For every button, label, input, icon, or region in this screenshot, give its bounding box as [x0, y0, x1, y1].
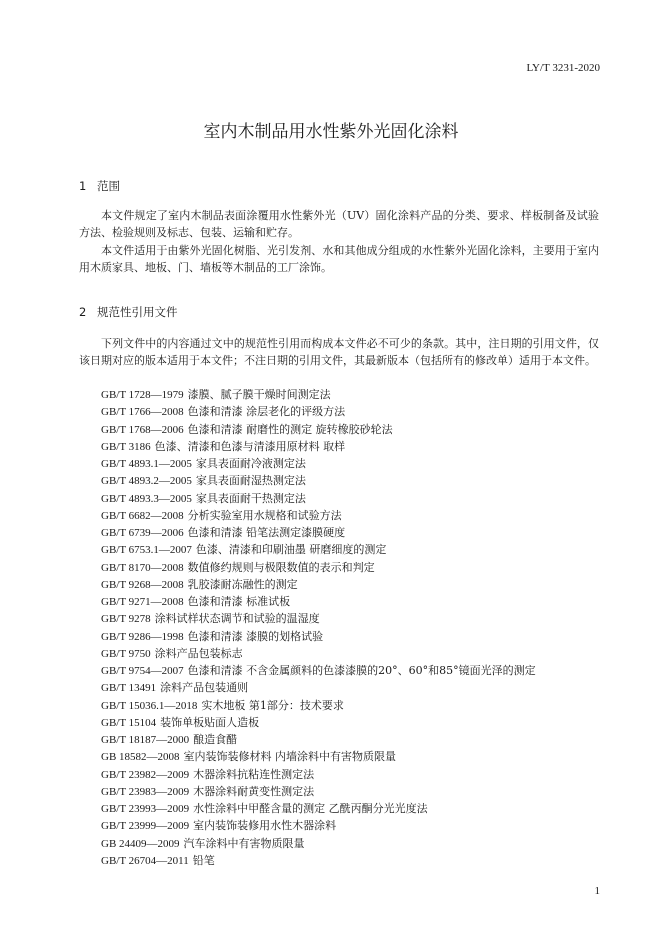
reference-item: [101, 852, 536, 869]
reference-code: GB/T 23993—2009: [101, 803, 190, 815]
reference-title: 漆膜、腻子膜干燥时间测定法: [187, 388, 331, 401]
reference-title: 数值修约规则与极限数值的表示和判定: [187, 560, 375, 574]
reference-title: 实木地板 第1部分：技术要求: [201, 698, 344, 712]
reference-title: 色漆和清漆 涂层老化的评级方法: [187, 405, 346, 419]
reference-item: [101, 593, 536, 610]
reference-code: GB/T 23983—2009: [101, 785, 190, 798]
reference-code: GB/T 6739—2006: [101, 527, 184, 539]
section-title: 规范性引用文件: [97, 305, 178, 319]
reference-item: [101, 766, 536, 783]
reference-item: [101, 576, 536, 593]
reference-item: [101, 403, 536, 420]
reference-code: GB/T 26704—2011: [101, 854, 189, 867]
reference-item: [101, 438, 536, 455]
reference-title: 涂料产品包装标志: [154, 646, 243, 660]
reference-title: 涂料产品包装通则: [160, 681, 249, 695]
reference-item: [101, 645, 536, 662]
section-1-heading: [79, 178, 120, 194]
reference-title: 色漆、清漆和印刷油墨 研磨细度的测定: [195, 543, 387, 557]
reference-item: [101, 628, 536, 645]
reference-item: [101, 524, 536, 541]
reference-item: [101, 731, 536, 748]
reference-item: [101, 783, 536, 800]
reference-title: 室内装饰装修材料 内墙涂料中有害物质限量: [183, 750, 397, 764]
reference-code: GB/T 8170—2008: [101, 561, 184, 574]
reference-title: 汽车涂料中有害物质限量: [183, 836, 305, 850]
reference-code: GB/T 9286—1998: [101, 630, 184, 643]
reference-item: [101, 472, 536, 489]
reference-code: GB/T 9754—2007: [101, 665, 184, 677]
reference-code: GB/T 4893.2—2005: [101, 475, 192, 488]
section-title: 范围: [97, 179, 120, 193]
reference-code: GB/T 3186: [101, 440, 151, 453]
page-number: 1: [594, 885, 600, 897]
reference-code: GB/T 13491: [101, 682, 157, 695]
scope-paragraph-2: 本文件适用于由紫外光固化树脂、光引发剂、水和其他成分组成的水性紫外光固化涂料，主要用于室内用木质家具、地板、门、墙板等木制品的工厂涂饰。: [79, 244, 599, 274]
section-2-heading: [79, 304, 178, 320]
reference-code: GB 18582—2008: [101, 751, 180, 764]
reference-title: 水性涂料中甲醛含量的测定 乙酰丙酮分光光度法: [193, 802, 428, 815]
reference-title: 分析实验室用水规格和试验方法: [187, 508, 342, 522]
reference-code: GB/T 9750: [101, 647, 151, 660]
reference-item: [101, 386, 536, 403]
reference-title: 色漆和清漆 标准试板: [187, 595, 291, 608]
reference-code: GB/T 4893.1—2005: [101, 458, 192, 470]
reference-code: GB/T 15104: [101, 716, 157, 729]
reference-item: [101, 455, 536, 472]
reference-code: GB 24409—2009: [101, 837, 180, 850]
reference-item: [101, 714, 536, 731]
reference-item: [101, 800, 536, 817]
reference-list: [101, 386, 536, 869]
reference-code: GB/T 15036.1—2018: [101, 699, 198, 712]
reference-title: 木器涂料耐黄变性测定法: [193, 784, 315, 798]
reference-title: 色漆、清漆和色漆与清漆用原材料 取样: [154, 439, 346, 453]
reference-title: 涂料试样状态调节和试验的温湿度: [154, 612, 320, 626]
reference-title: 家具表面耐冷液测定法: [195, 457, 306, 470]
reference-item: [101, 835, 536, 852]
reference-code: GB/T 1768—2006: [101, 423, 184, 436]
reference-title: 色漆和清漆 不含金属颜料的色漆漆膜的20°、60°和85°镜面光泽的测定: [187, 664, 536, 677]
reference-title: 家具表面耐湿热测定法: [195, 474, 306, 488]
reference-title: 色漆和清漆 铅笔法测定漆膜硬度: [187, 526, 346, 539]
scope-paragraph-1: 本文件规定了室内木制品表面涂覆用水性紫外光（UV）固化涂料产品的分类、要求、样板制备及试验方法、检验规则及标志、包装、运输和贮存。: [79, 209, 599, 239]
reference-item: [101, 748, 536, 765]
reference-title: 乳胶漆耐冻融性的测定: [187, 577, 298, 591]
references-intro: 下列文件中的内容通过文中的规范性引用而构成本文件必不可少的条款。其中，注日期的引用文件，仅该日期对应的版本适用于本文件；不注日期的引用文件，其最新版本（包括所有的修改单）适用于本文件。: [79, 337, 599, 367]
reference-code: GB/T 6753.1—2007: [101, 544, 192, 557]
reference-code: GB/T 1728—1979: [101, 389, 184, 401]
reference-code: GB/T 9268—2008: [101, 578, 184, 591]
reference-code: GB/T 23999—2009: [101, 820, 190, 833]
reference-title: 木器涂料抗粘连性测定法: [193, 767, 315, 781]
reference-item: [101, 662, 536, 679]
reference-code: GB/T 1766—2008: [101, 406, 184, 419]
reference-item: [101, 817, 536, 834]
reference-code: GB/T 9278: [101, 613, 151, 626]
reference-title: 铅笔: [192, 853, 215, 867]
reference-item: [101, 679, 536, 696]
document-title: 室内木制品用水性紫外光固化涂料: [203, 122, 459, 142]
section-number: 1: [79, 179, 87, 193]
reference-title: 装饰单板贴面人造板: [160, 715, 260, 729]
reference-code: GB/T 9271—2008: [101, 596, 184, 608]
reference-item: [101, 507, 536, 524]
reference-code: GB/T 4893.3—2005: [101, 492, 192, 505]
reference-item: [101, 421, 536, 438]
reference-code: GB/T 18187—2000: [101, 734, 190, 746]
reference-title: 酿造食醋: [193, 733, 238, 746]
reference-item: [101, 541, 536, 558]
reference-item: [101, 490, 536, 507]
document-code: LY/T 3231-2020: [526, 62, 600, 74]
reference-code: GB/T 6682—2008: [101, 509, 184, 522]
reference-title: 家具表面耐干热测定法: [195, 491, 306, 505]
reference-item: [101, 697, 536, 714]
reference-item: [101, 559, 536, 576]
reference-title: 室内装饰装修用水性木器涂料: [193, 819, 337, 833]
reference-title: 色漆和清漆 漆膜的划格试验: [187, 629, 324, 643]
reference-title: 色漆和清漆 耐磨性的测定 旋转橡胶砂轮法: [187, 422, 393, 436]
section-number: 2: [79, 305, 87, 319]
reference-item: [101, 610, 536, 627]
reference-code: GB/T 23982—2009: [101, 768, 190, 781]
